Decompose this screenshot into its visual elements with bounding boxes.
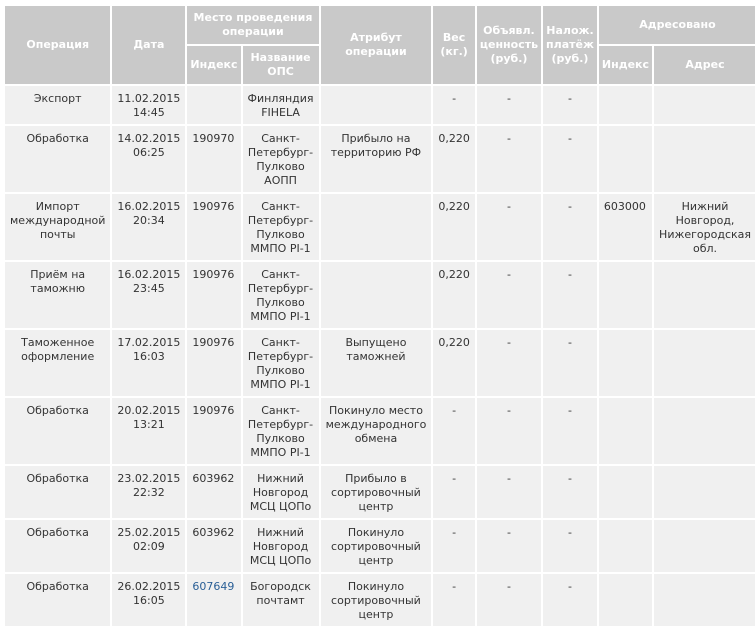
cell-date: 17.02.2015 16:03 bbox=[112, 330, 185, 396]
cell-addr-index bbox=[599, 262, 652, 328]
cell-cod: - bbox=[543, 466, 597, 518]
cell-date: 11.02.2015 14:45 bbox=[112, 86, 185, 124]
cell-address bbox=[654, 466, 755, 518]
cell-ops-name: Санкт-Петербург-Пулково ММПО PI-1 bbox=[243, 330, 319, 396]
cell-index: 190976 bbox=[187, 194, 240, 260]
cell-attribute: Покинуло место международного обмена bbox=[321, 398, 432, 464]
cell-ops-name: Санкт-Петербург-Пулково ММПО PI-1 bbox=[243, 262, 319, 328]
cell-operation: Обработка bbox=[5, 520, 110, 572]
cell-weight: - bbox=[433, 520, 475, 572]
cell-date: 14.02.2015 06:25 bbox=[112, 126, 185, 192]
cell-declared-value: - bbox=[477, 194, 541, 260]
header-date: Дата bbox=[112, 6, 185, 84]
cell-ops-name: Нижний Новгород МСЦ ЦОПо bbox=[243, 520, 319, 572]
cell-attribute: Выпущено таможней bbox=[321, 330, 432, 396]
cell-cod: - bbox=[543, 126, 597, 192]
cell-date: 25.02.2015 02:09 bbox=[112, 520, 185, 572]
cell-weight: - bbox=[433, 398, 475, 464]
cell-weight: 0,220 bbox=[433, 126, 475, 192]
table-row bbox=[5, 574, 755, 626]
table-row bbox=[5, 126, 755, 192]
cell-index: 190970 bbox=[187, 126, 240, 192]
cell-date: 16.02.2015 23:45 bbox=[112, 262, 185, 328]
cell-attribute bbox=[321, 262, 432, 328]
cell-attribute: Покинуло сортировочный центр bbox=[321, 574, 432, 626]
cell-ops-name: Нижний Новгород МСЦ ЦОПо bbox=[243, 466, 319, 518]
cell-attribute: Прибыло на территорию РФ bbox=[321, 126, 432, 192]
cell-address bbox=[654, 574, 755, 626]
table-row bbox=[5, 398, 755, 464]
cell-declared-value: - bbox=[477, 86, 541, 124]
cell-operation: Обработка bbox=[5, 398, 110, 464]
cell-weight: - bbox=[433, 86, 475, 124]
cell-operation: Приём на таможню bbox=[5, 262, 110, 328]
cell-address bbox=[654, 86, 755, 124]
cell-cod: - bbox=[543, 86, 597, 124]
cell-address bbox=[654, 262, 755, 328]
cell-addr-index bbox=[599, 520, 652, 572]
cell-index: 603962 bbox=[187, 466, 240, 518]
header-addr-index: Индекс bbox=[599, 46, 652, 84]
header-attribute: Атрибут операции bbox=[321, 6, 432, 84]
cell-date: 26.02.2015 16:05 bbox=[112, 574, 185, 626]
cell-address: Нижний Новгород, Нижегородская обл. bbox=[654, 194, 755, 260]
table-row bbox=[5, 262, 755, 328]
cell-attribute bbox=[321, 194, 432, 260]
post-office-index-link[interactable]: 607649 bbox=[192, 580, 235, 593]
cell-cod: - bbox=[543, 574, 597, 626]
cell-index: 190976 bbox=[187, 262, 240, 328]
cell-declared-value: - bbox=[477, 126, 541, 192]
cell-index: 603962 bbox=[187, 520, 240, 572]
cell-ops-name: Санкт-Петербург-Пулково АОПП bbox=[243, 126, 319, 192]
header-place: Место проведения операции bbox=[187, 6, 318, 44]
cell-weight: - bbox=[433, 574, 475, 626]
cell-address bbox=[654, 398, 755, 464]
cell-attribute: Покинуло сортировочный центр bbox=[321, 520, 432, 572]
cell-addr-index bbox=[599, 466, 652, 518]
cell-declared-value: - bbox=[477, 574, 541, 626]
cell-operation: Экспорт bbox=[5, 86, 110, 124]
cell-operation: Обработка bbox=[5, 126, 110, 192]
cell-address bbox=[654, 330, 755, 396]
cell-operation: Обработка bbox=[5, 466, 110, 518]
cell-addr-index bbox=[599, 126, 652, 192]
cell-addr-index bbox=[599, 574, 652, 626]
header-cod: Налож. платёж (руб.) bbox=[543, 6, 597, 84]
cell-weight: 0,220 bbox=[433, 194, 475, 260]
cell-cod: - bbox=[543, 262, 597, 328]
table-row bbox=[5, 520, 755, 572]
cell-index: 190976 bbox=[187, 330, 240, 396]
cell-ops-name: Финляндия FIHELA bbox=[243, 86, 319, 124]
cell-declared-value: - bbox=[477, 520, 541, 572]
table-row bbox=[5, 86, 755, 124]
cell-date: 20.02.2015 13:21 bbox=[112, 398, 185, 464]
header-ops-name: Название ОПС bbox=[243, 46, 319, 84]
cell-operation: Таможенное оформление bbox=[5, 330, 110, 396]
cell-index bbox=[187, 574, 240, 626]
cell-addr-index bbox=[599, 86, 652, 124]
header-weight: Вес (кг.) bbox=[433, 6, 475, 84]
tracking-table bbox=[3, 4, 755, 628]
cell-ops-name: Богородск почтамт bbox=[243, 574, 319, 626]
cell-operation: Импорт международной почты bbox=[5, 194, 110, 260]
header-operation: Операция bbox=[5, 6, 110, 84]
cell-cod: - bbox=[543, 520, 597, 572]
header-addressed: Адресовано bbox=[599, 6, 755, 44]
cell-addr-index bbox=[599, 330, 652, 396]
table-body bbox=[5, 86, 755, 626]
table-row bbox=[5, 466, 755, 518]
cell-date: 16.02.2015 20:34 bbox=[112, 194, 185, 260]
cell-address bbox=[654, 520, 755, 572]
cell-weight: 0,220 bbox=[433, 262, 475, 328]
cell-declared-value: - bbox=[477, 466, 541, 518]
cell-weight: 0,220 bbox=[433, 330, 475, 396]
cell-attribute: Прибыло в сортировочный центр bbox=[321, 466, 432, 518]
cell-index bbox=[187, 86, 240, 124]
table-header bbox=[5, 6, 755, 84]
cell-operation: Обработка bbox=[5, 574, 110, 626]
header-declared-value: Объявл. ценность (руб.) bbox=[477, 6, 541, 84]
cell-address bbox=[654, 126, 755, 192]
cell-cod: - bbox=[543, 194, 597, 260]
header-address: Адрес bbox=[654, 46, 755, 84]
cell-date: 23.02.2015 22:32 bbox=[112, 466, 185, 518]
cell-addr-index: 603000 bbox=[599, 194, 652, 260]
cell-ops-name: Санкт-Петербург-Пулково ММПО PI-1 bbox=[243, 194, 319, 260]
cell-weight: - bbox=[433, 466, 475, 518]
header-index: Индекс bbox=[187, 46, 240, 84]
table-row bbox=[5, 330, 755, 396]
cell-declared-value: - bbox=[477, 330, 541, 396]
cell-cod: - bbox=[543, 398, 597, 464]
cell-ops-name: Санкт-Петербург-Пулково ММПО PI-1 bbox=[243, 398, 319, 464]
cell-declared-value: - bbox=[477, 398, 541, 464]
table-row bbox=[5, 194, 755, 260]
cell-addr-index bbox=[599, 398, 652, 464]
cell-attribute bbox=[321, 86, 432, 124]
cell-declared-value: - bbox=[477, 262, 541, 328]
cell-cod: - bbox=[543, 330, 597, 396]
cell-index: 190976 bbox=[187, 398, 240, 464]
